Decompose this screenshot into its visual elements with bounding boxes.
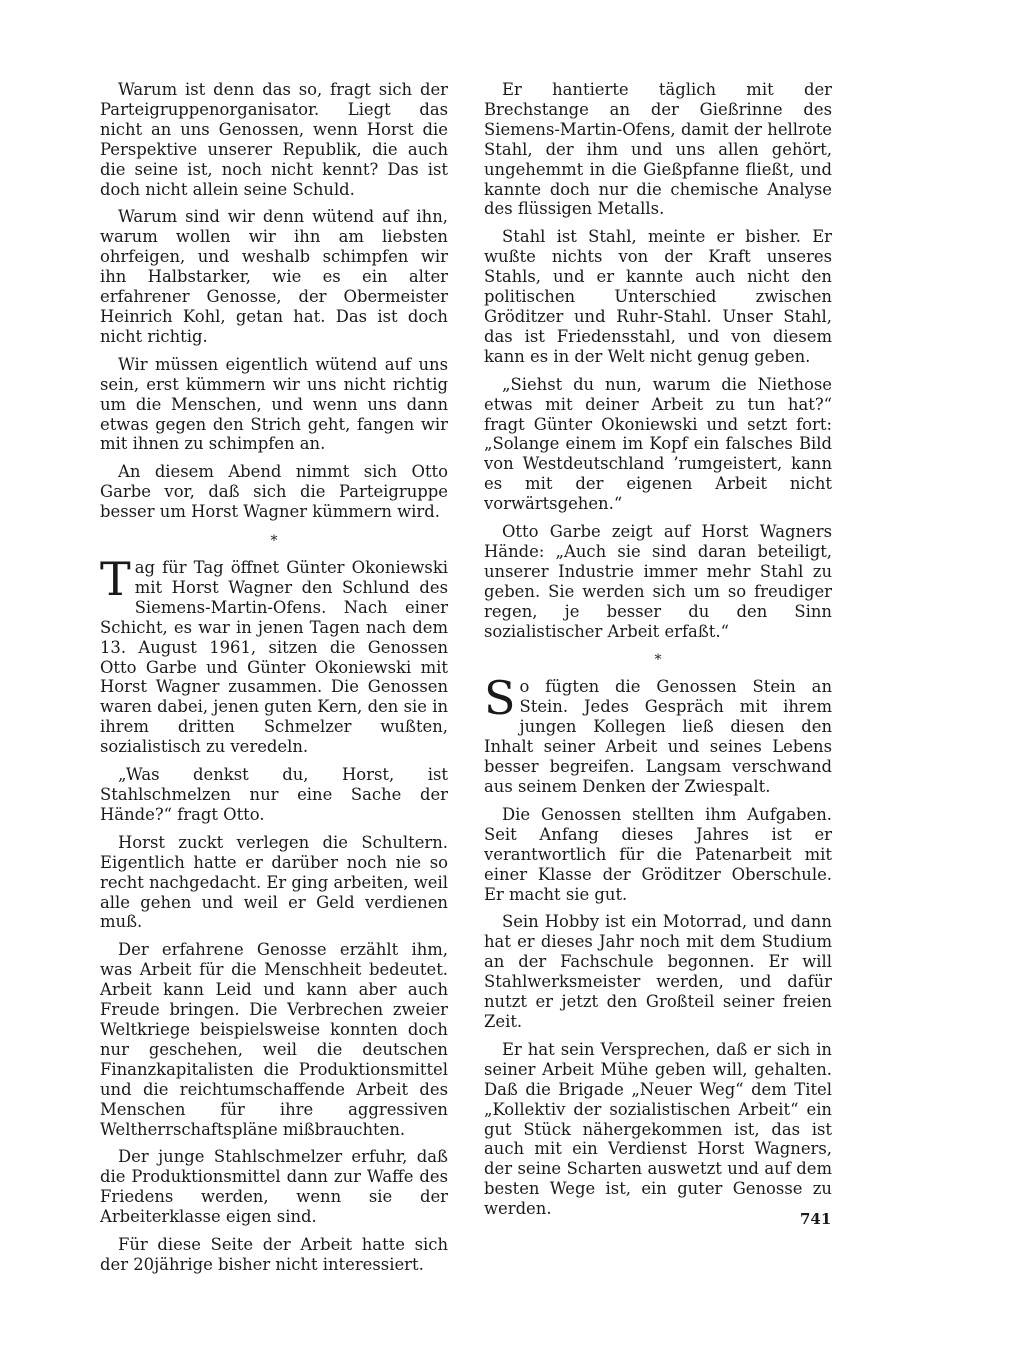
paragraph: Warum sind wir denn wütend auf ihn, warum wollen wir ihn am liebsten ohrfeigen, und weshalb schimpfen wir ihn Halbstarker, wie es ein alter erfahrener Genosse, der Obermeister Heinrich Kohl, getan hat. Das ist doch nicht richtig.	[100, 207, 448, 346]
paragraph: Er hantierte täglich mit der Brechstange an der Gießrinne des Siemens-Martin-Ofens, damit der hellrote Stahl, der ihm und uns allen gehört, ungehemmt in die Gießpfanne fließt, und kannte doch nur die chemische Analyse des flüssigen Metalls.	[484, 80, 832, 219]
paragraph: Warum ist denn das so, fragt sich der Parteigruppenorganisator. Liegt das nicht an uns Genossen, wenn Horst die Perspektive unserer Republik, die auch die seine ist, noch nicht kennt? Das ist doch nicht allein seine Schuld.	[100, 80, 448, 199]
paragraph: Der erfahrene Genosse erzählt ihm, was Arbeit für die Menschheit bedeutet. Arbeit kann Leid und kann aber auch Freude bringen. Die Verbrechen zweier Weltkriege beispielsweise konnten doch nur geschehen, weil die deutschen Finanzkapitalisten die Produktionsmittel und die reichtumschaffende Arbeit des Menschen für ihre aggressiven Weltherrschaftspläne mißbrauchten.	[100, 940, 448, 1139]
paragraph: „Siehst du nun, warum die Niethose etwas mit deiner Arbeit zu tun hat?“ fragt Günter Okoniewski und setzt fort: „Solange einem im Kopf ein falsches Bild von Westdeutschland ’rumgeistert, kann es mit der eigenen Arbeit nicht vorwärtsgehen.“	[484, 374, 832, 514]
paragraph: Sein Hobby ist ein Motorrad, und dann hat er dieses Jahr noch mit dem Studium an der Fachschule begonnen. Er will Stahlwerksmeister werden, und dafür nutzt er jetzt den Großteil seiner freien Zeit.	[484, 912, 832, 1031]
paragraph-text: o fügten die Genossen Stein an Stein. Jedes Gespräch mit ihrem jungen Kollegen ließ diesen den Inhalt seiner Arbeit und seines Lebens besser begreifen. Langsam verschwand aus seinem Denken der Zwiespalt.	[484, 677, 832, 796]
page-number: 741	[800, 1210, 832, 1228]
paragraph: Wir müssen eigentlich wütend auf uns sein, erst kümmern wir uns nicht richtig um die Menschen, und wenn uns dann etwas gegen den Strich geht, fangen wir mit ihnen zu schimpfen an.	[100, 354, 448, 454]
drop-cap-initial: T	[100, 552, 131, 607]
paragraph: Horst zuckt verlegen die Schultern. Eigentlich hatte er darüber noch nie so recht nachgedacht. Er ging arbeiten, weil alle gehen und weil er Geld verdienen muß.	[100, 832, 448, 932]
paragraph: „Was denkst du, Horst, ist Stahlschmelzen nur eine Sache der Hände?“ fragt Otto.	[100, 765, 448, 824]
drop-cap-initial: S	[484, 671, 516, 726]
paragraph-text: ag für Tag öffnet Günter Okoniewski mit Horst Wagner den Schlund des Siemens-Martin-Ofens. Nach einer Schicht, es war in jenen Tagen nach dem 13. August 1961, sitzen die Genossen Otto Garbe und Günter Okoniewski mit Horst Wagner zusammen. Die Genossen waren dabei, jenen guten Kern, den sie in ihrem dritten Schmelzer wußten, sozialistisch zu veredeln.	[100, 558, 448, 757]
paragraph: Stahl ist Stahl, meinte er bisher. Er wußte nichts von der Kraft unseres Stahls, und er kannte auch nicht den politischen Unterschied zwischen Gröditzer und Ruhr-Stahl. Unser Stahl, das ist Friedensstahl, und von diesem kann es in der Welt nicht genug geben.	[484, 227, 832, 366]
paragraph: Otto Garbe zeigt auf Horst Wagners Hände: „Auch sie sind daran beteiligt, unserer Industrie immer mehr Stahl zu geben. Sie werden sich um so freudiger regen, je besser du den Sinn sozialistischer Arbeit erfaßt.“	[484, 522, 832, 641]
paragraph: Die Genossen stellten ihm Aufgaben. Seit Anfang dieses Jahres ist er verantwortlich für die Patenarbeit mit einer Klasse der Gröditzer Oberschule. Er macht sie gut.	[484, 804, 832, 904]
left-column	[100, 80, 448, 1283]
paragraph: Der junge Stahlschmelzer erfuhr, daß die Produktionsmittel dann zur Waffe des Friedens werden, wenn sie der Arbeiterklasse eigen sind.	[100, 1147, 448, 1227]
paragraph-with-drop-cap	[484, 671, 832, 796]
right-column	[484, 80, 832, 1227]
paragraph: An diesem Abend nimmt sich Otto Garbe vor, daß sich die Parteigruppe besser um Horst Wagner kümmern wird.	[100, 462, 448, 522]
paragraph: Er hat sein Versprechen, daß er sich in seiner Arbeit Mühe geben will, gehalten. Daß die Brigade „Neuer Weg“ dem Titel „Kollektiv der sozialistischen Arbeit“ ein gut Stück nähergekommen ist, das ist auch mit ein Verdienst Horst Wagners, der seine Scharten auswetzt und auf dem besten Wege ist, ein guter Genosse zu werden.	[484, 1039, 832, 1219]
paragraph: Für diese Seite der Arbeit hatte sich der 20jährige bisher nicht interessiert.	[100, 1235, 448, 1274]
section-separator: *	[270, 533, 278, 550]
section-separator: *	[654, 652, 662, 669]
paragraph-with-drop-cap	[100, 552, 448, 757]
